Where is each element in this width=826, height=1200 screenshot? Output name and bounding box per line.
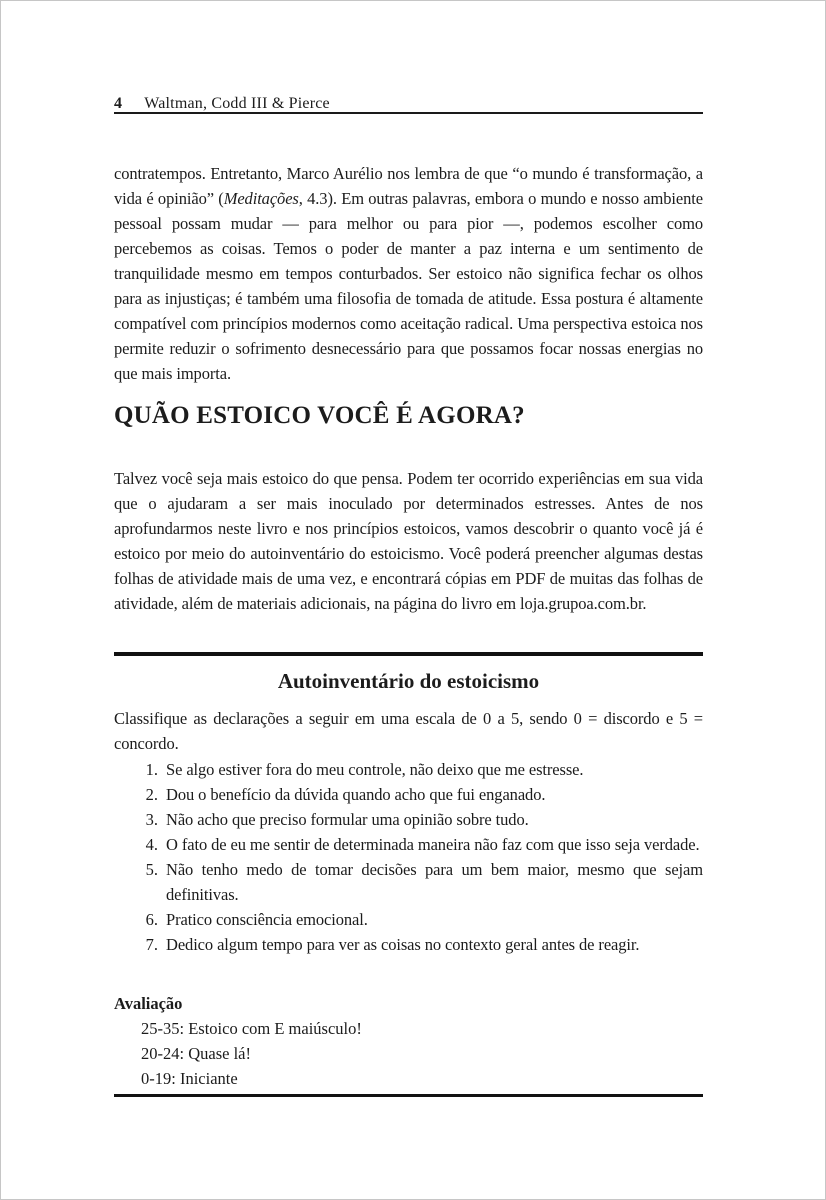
item-text: Dou o benefício da dúvida quando acho que fui enganado. (166, 785, 546, 804)
item-text: Dedico algum tempo para ver as coisas no contexto geral antes de reagir. (166, 935, 640, 954)
running-header-authors: Waltman, Codd III & Pierce (144, 95, 330, 112)
item-number: 4. (145, 835, 158, 854)
worksheet-item (114, 907, 703, 932)
header-rule (114, 112, 703, 114)
worksheet-item (114, 857, 703, 907)
item-text: Pratico consciência emocional. (166, 910, 368, 929)
item-number: 6. (145, 910, 158, 929)
item-number: 3. (145, 810, 158, 829)
item-text: Não tenho medo de tomar decisões para um bem maior, mesmo que sejam definitivas. (166, 860, 703, 904)
paragraph1-text-post: , 4.3). Em outras palavras, embora o mundo e nosso ambiente pessoal possam mudar — para melhor ou para pior —, podemos escolher como percebemos as coisas. Temos o poder de manter a paz interna e um sentimento de tranquilidade mesmo em tempos conturbados. Ser estoico não significa fechar os olhos para as injustiças; é também uma filosofia de tomada de atitude. Essa postura é altamente compatível com princípios modernos como aceitação radical. Uma perspectiva estoica nos permite reduzir o sofrimento desnecessário para que possamos focar nossas energias no que mais importa. (114, 188, 703, 383)
worksheet-item (114, 807, 703, 832)
rating-level: 25-35: Estoico com E maiúsculo! (141, 1019, 362, 1038)
item-text: O fato de eu me sentir de determinada maneira não faz com que isso seja verdade. (166, 835, 700, 854)
worksheet-item (114, 757, 703, 782)
page-number: 4 (114, 95, 123, 112)
book-title-meditacoes: Meditações (223, 188, 299, 208)
item-number: 7. (145, 935, 158, 954)
rating-levels (114, 1016, 703, 1091)
item-text: Não acho que preciso formular uma opinião sobre tudo. (166, 810, 529, 829)
item-number: 5. (145, 860, 158, 879)
rating-level: 20-24: Quase lá! (141, 1044, 251, 1063)
body-paragraph-1 (114, 161, 703, 386)
rating-heading: Avaliação (114, 994, 183, 1013)
worksheet-top-rule (114, 652, 703, 656)
worksheet-item (114, 832, 703, 857)
section-heading: QUÃO ESTOICO VOCÊ É AGORA? (114, 402, 525, 429)
worksheet-title: Autoinventário do estoicismo (277, 669, 540, 693)
worksheet-item (114, 782, 703, 807)
worksheet-item (114, 932, 703, 957)
worksheet-bottom-rule (114, 1094, 703, 1097)
paragraph1-text-pre: contratempos. Entretanto, Marco Aurélio nos lembra de que “o mundo é transformação, a vida é opinião” ( (114, 163, 703, 208)
body-paragraph-2: Talvez você seja mais estoico do que pensa. Podem ter ocorrido experiências em sua vida que o ajudaram a ser mais inoculado por determinados estresses. Antes de nos aprofundarmos neste livro e nos princípios estoicos, vamos descobrir o quanto você já é estoico por meio do autoinventário do estoicismo. Você poderá preencher algumas destas folhas de atividade mais de uma vez, e encontrará cópias em PDF de muitas das folhas de atividade, além de materiais adicionais, na página do livro em loja.grupoa.com.br. (114, 468, 703, 613)
item-number: 1. (145, 760, 158, 779)
worksheet-item-list (114, 757, 703, 957)
rating-level: 0-19: Iniciante (141, 1069, 238, 1088)
worksheet-instructions: Classifique as declarações a seguir em uma escala de 0 a 5, sendo 0 = discordo e 5 = concordo. (114, 709, 703, 753)
item-number: 2. (145, 785, 158, 804)
item-text: Se algo estiver fora do meu controle, não deixo que me estresse. (166, 760, 584, 779)
running-header (114, 95, 703, 113)
